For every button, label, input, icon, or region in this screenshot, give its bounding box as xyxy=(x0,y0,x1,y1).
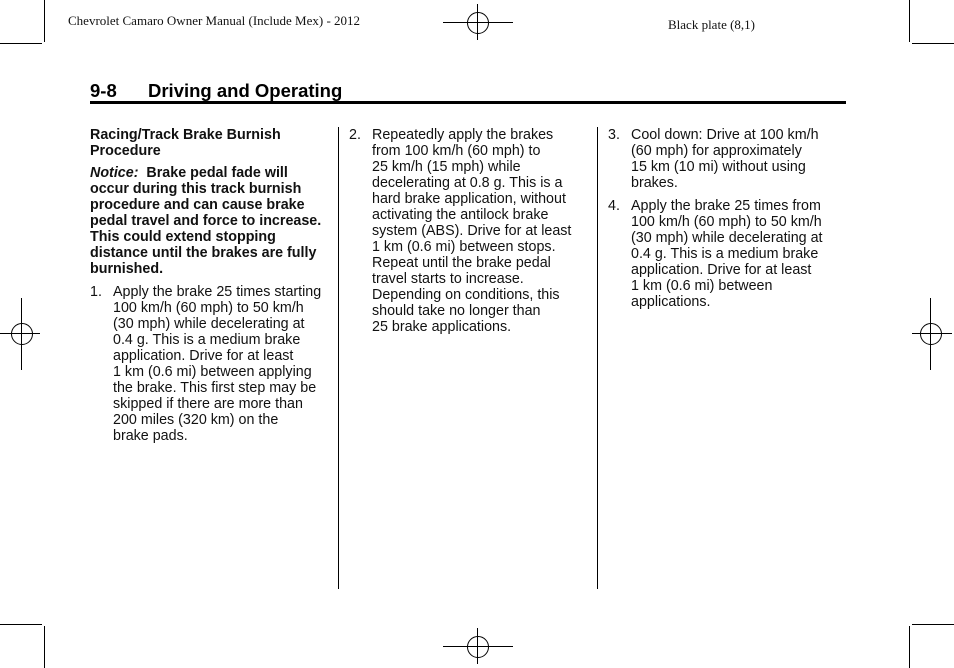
section-heading xyxy=(90,80,342,102)
list-item: 3. Cool down: Drive at 100 km/h (60 mph) for approximately 15 km (10 mi) without using brakes. xyxy=(608,127,819,191)
crop-mark xyxy=(912,43,954,44)
notice-paragraph: Notice: Brake pedal fade will occur during this track burnish procedure and can cause brake pedal travel and force to increase. This could extend stopping distance until the brakes are fully burnished. xyxy=(90,165,322,277)
step-number: 1. xyxy=(90,284,102,300)
column-2 xyxy=(349,127,594,335)
list-item: 4. Apply the brake 25 times from 100 km/h (60 mph) to 50 km/h (30 mph) while decelerating at 0.4 g. This is a medium brake application. Drive for at least 1 km (0.6 mi) between applications. xyxy=(608,198,823,310)
step-number: 4. xyxy=(608,198,620,214)
crop-mark xyxy=(44,0,45,42)
registration-mark-bottom xyxy=(443,628,513,664)
step-number: 2. xyxy=(349,127,361,143)
section-title: Driving and Operating xyxy=(148,80,343,101)
crop-mark xyxy=(0,624,42,625)
registration-mark-left xyxy=(0,298,40,370)
crop-mark xyxy=(44,626,45,668)
registration-mark-right xyxy=(912,298,952,370)
notice-label: Notice: xyxy=(90,165,139,181)
crop-mark xyxy=(909,0,910,42)
crop-mark xyxy=(0,43,42,44)
section-number: 9-8 xyxy=(90,80,117,101)
section-rule xyxy=(90,101,846,104)
registration-mark-top xyxy=(443,4,513,40)
column-1 xyxy=(90,127,335,444)
procedure-heading: Racing/Track Brake Burnish Procedure xyxy=(90,127,281,159)
crop-mark xyxy=(909,626,910,668)
step-number: 3. xyxy=(608,127,620,143)
column-divider xyxy=(338,127,339,589)
column-3 xyxy=(608,127,848,310)
list-item: 2. Repeatedly apply the brakes from 100 km/h (60 mph) to 25 km/h (15 mph) while decelerating at 0.8 g. This is a hard brake application, without activating the antilock brake system (ABS). Drive for at least 1 km (0.6 mi) between stops. Repeat until the brake pedal travel starts to increase. Depending on conditions, this should take no longer than 25 brake applications. xyxy=(349,127,572,335)
column-divider xyxy=(597,127,598,589)
list-item: 1. Apply the brake 25 times starting 100 km/h (60 mph) to 50 km/h (30 mph) while decelerating at 0.4 g. This is a medium brake application. Drive for at least 1 km (0.6 mi) between applying the brake. This first step may be skipped if there are more than 200 miles (320 km) on the brake pads. xyxy=(90,284,322,444)
manual-title: Chevrolet Camaro Owner Manual (Include Mex) - 2012 xyxy=(68,13,361,28)
crop-mark xyxy=(912,624,954,625)
plate-label: Black plate (8,1) xyxy=(668,17,755,32)
